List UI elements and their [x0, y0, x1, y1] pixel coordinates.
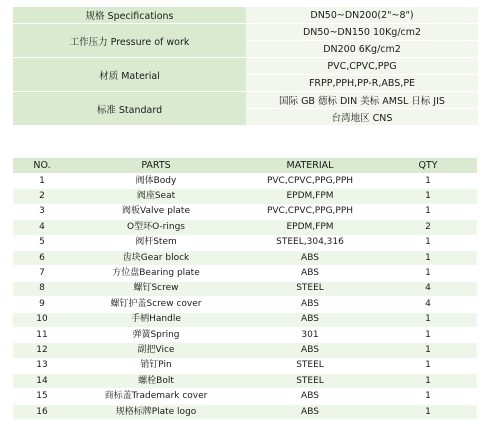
parts-table-header	[13, 158, 477, 174]
table-row	[13, 327, 477, 342]
cell-material: STEEL	[241, 374, 379, 389]
cell-material: ABS	[241, 404, 379, 419]
cell-qty: 1	[379, 404, 477, 419]
cell-part-name: O型环O-rings	[71, 220, 241, 235]
cell-material: ABS	[241, 312, 379, 327]
cell-part-name: 阀板Valve plate	[71, 204, 241, 219]
cell-material: STEEL	[241, 281, 379, 296]
cell-material: ABS	[241, 343, 379, 358]
cell-material: ABS	[241, 389, 379, 404]
cell-no: 8	[13, 281, 71, 296]
cell-part-name: 阀杆Stem	[71, 235, 241, 250]
table-row	[13, 235, 477, 250]
cell-qty: 1	[379, 189, 477, 204]
table-row	[13, 374, 477, 389]
cell-no: 6	[13, 250, 71, 265]
table-row	[13, 250, 477, 265]
cell-qty: 1	[379, 204, 477, 219]
cell-material: STEEL	[241, 358, 379, 373]
parts-table	[13, 158, 477, 420]
cell-part-name: 螺钉护盖Screw cover	[71, 297, 241, 312]
cell-no: 15	[13, 389, 71, 404]
material-value-2: FRPP,PPH,PP-R,ABS,PE	[246, 75, 478, 92]
pressure-value-1: DN50~DN150 10Kg/cm2	[246, 24, 478, 41]
cell-no: 13	[13, 358, 71, 373]
table-row	[13, 204, 477, 219]
cell-part-name: 销钉Pin	[71, 358, 241, 373]
header-qty: QTY	[379, 158, 477, 174]
standard-label: 标准 Standard	[13, 92, 246, 126]
cell-no: 14	[13, 374, 71, 389]
cell-qty: 1	[379, 312, 477, 327]
cell-qty: 1	[379, 266, 477, 281]
table-row	[13, 312, 477, 327]
cell-part-name: 阀座Seat	[71, 189, 241, 204]
cell-no: 16	[13, 404, 71, 419]
cell-part-name: 阀体Body	[71, 174, 241, 189]
cell-no: 10	[13, 312, 71, 327]
cell-qty: 1	[379, 374, 477, 389]
cell-material: ABS	[241, 297, 379, 312]
cell-no: 1	[13, 174, 71, 189]
cell-no: 4	[13, 220, 71, 235]
cell-no: 5	[13, 235, 71, 250]
table-row	[13, 220, 477, 235]
standard-value-1: 国际 GB 德标 DIN 美标 AMSL 日标 JIS	[246, 92, 478, 109]
cell-qty: 1	[379, 358, 477, 373]
table-row	[13, 358, 477, 373]
cell-material: ABS	[241, 266, 379, 281]
cell-material: EPDM,FPM	[241, 189, 379, 204]
table-row	[13, 343, 477, 358]
cell-no: 3	[13, 204, 71, 219]
spec-value: DN50~DN200(2"~8")	[246, 7, 478, 24]
material-value-1: PVC,CPVC,PPG	[246, 58, 478, 75]
cell-material: STEEL,304,316	[241, 235, 379, 250]
table-row	[13, 189, 477, 204]
specifications-table	[13, 7, 478, 126]
table-row	[13, 389, 477, 404]
table-row	[13, 174, 477, 189]
cell-qty: 2	[379, 220, 477, 235]
cell-part-name: 螺栓Bolt	[71, 374, 241, 389]
cell-qty: 1	[379, 327, 477, 342]
header-parts: PARTS	[71, 158, 241, 174]
parts-table-body	[13, 174, 477, 420]
table-row	[13, 281, 477, 296]
cell-no: 9	[13, 297, 71, 312]
cell-no: 7	[13, 266, 71, 281]
header-material: MATERIAL	[241, 158, 379, 174]
cell-part-name: 方位盘Bearing plate	[71, 266, 241, 281]
cell-qty: 1	[379, 389, 477, 404]
table-row	[13, 266, 477, 281]
cell-material: ABS	[241, 250, 379, 265]
cell-material: PVC,CPVC,PPG,PPH	[241, 174, 379, 189]
cell-qty: 4	[379, 281, 477, 296]
cell-material: 301	[241, 327, 379, 342]
cell-qty: 1	[379, 235, 477, 250]
cell-part-name: 手柄Handle	[71, 312, 241, 327]
pressure-label: 工作压力 Pressure of work	[13, 24, 246, 58]
cell-material: PVC,CPVC,PPG,PPH	[241, 204, 379, 219]
cell-part-name: 螺钉Screw	[71, 281, 241, 296]
cell-material: EPDM,FPM	[241, 220, 379, 235]
cell-qty: 1	[379, 250, 477, 265]
pressure-value-2: DN200 6Kg/cm2	[246, 41, 478, 58]
cell-no: 11	[13, 327, 71, 342]
cell-qty: 1	[379, 343, 477, 358]
cell-part-name: 商标盖Trademark cover	[71, 389, 241, 404]
cell-qty: 4	[379, 297, 477, 312]
cell-part-name: 副把Vice	[71, 343, 241, 358]
table-row	[13, 404, 477, 419]
cell-part-name: 规格标牌Plate logo	[71, 404, 241, 419]
cell-no: 12	[13, 343, 71, 358]
standard-value-2: 台湾地区 CNS	[246, 109, 478, 126]
cell-qty: 1	[379, 174, 477, 189]
cell-part-name: 齿块Gear block	[71, 250, 241, 265]
cell-part-name: 弹簧Spring	[71, 327, 241, 342]
table-row	[13, 297, 477, 312]
material-label: 材质 Material	[13, 58, 246, 92]
cell-no: 2	[13, 189, 71, 204]
spec-label: 规格 Specifications	[13, 7, 246, 24]
header-no: NO.	[13, 158, 71, 174]
